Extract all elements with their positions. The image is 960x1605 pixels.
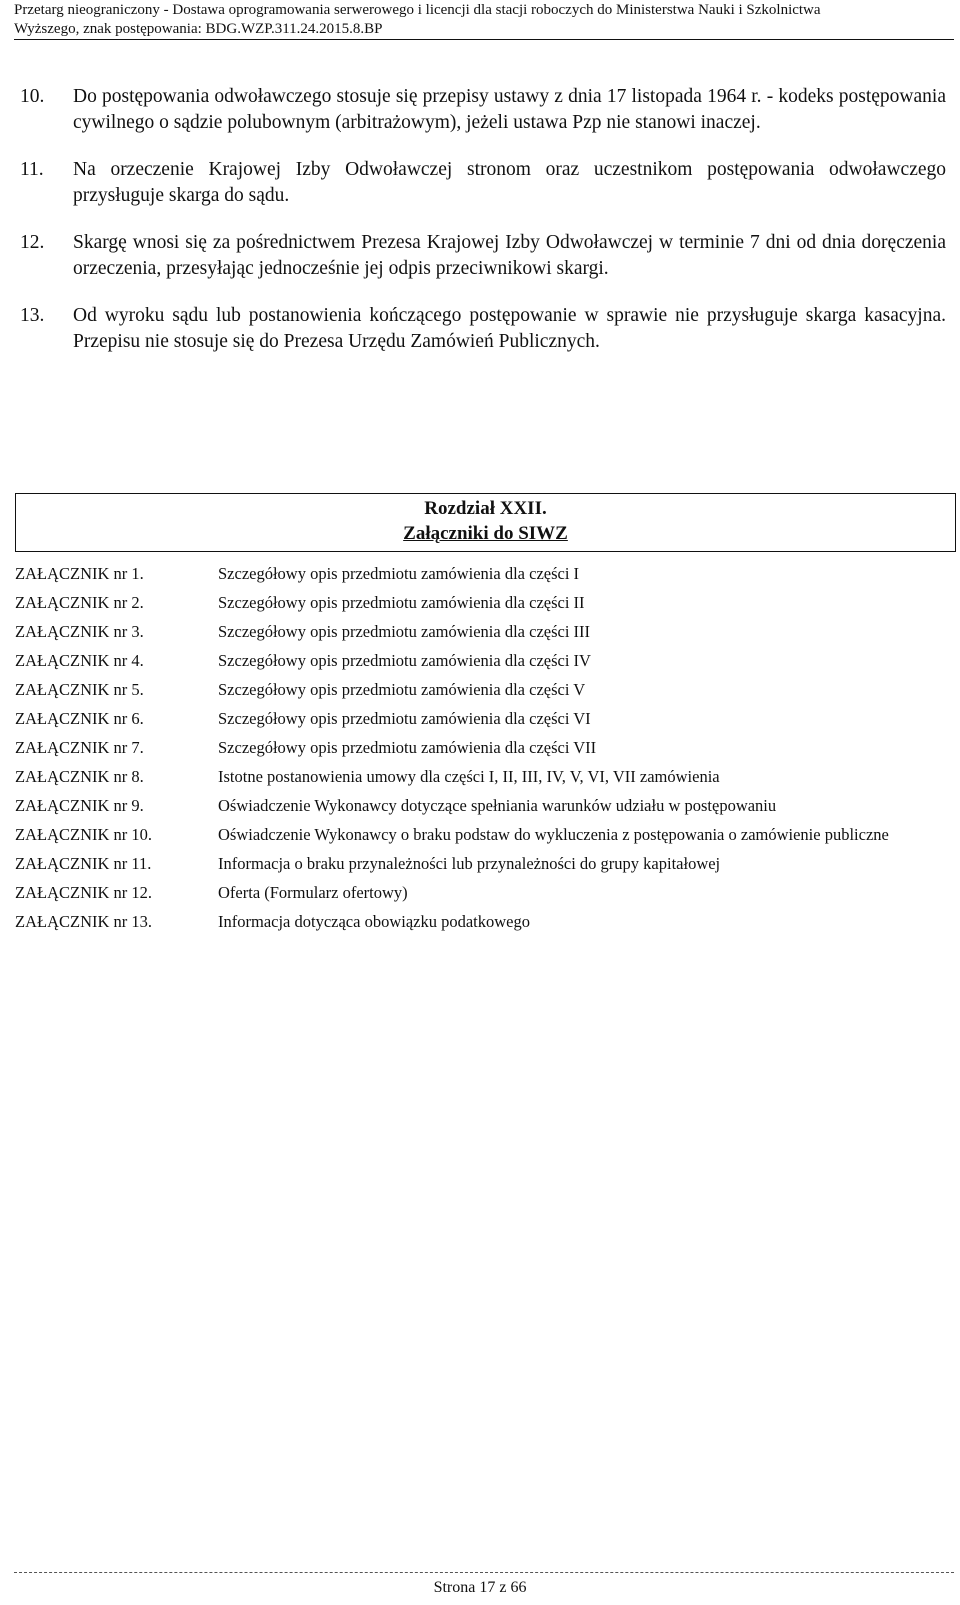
paragraph-11 bbox=[20, 157, 946, 209]
paragraph-number: 11. bbox=[20, 159, 44, 180]
annex-row bbox=[15, 911, 956, 932]
annex-label: ZAŁĄCZNIK nr 10. bbox=[15, 825, 153, 844]
annex-row bbox=[15, 563, 956, 584]
annex-label: ZAŁĄCZNIK nr 4. bbox=[15, 651, 144, 670]
annex-description: Oświadczenie Wykonawcy dotyczące spełniania warunków udziału w postępowaniu bbox=[218, 796, 777, 815]
paragraph-text: Na orzeczenie Krajowej Izby Odwoławczej stronom oraz uczestnikom postępowania odwoławczego przysługuje skarga do sądu. bbox=[73, 159, 946, 206]
annex-row bbox=[15, 795, 956, 816]
annex-label: ZAŁĄCZNIK nr 13. bbox=[15, 912, 153, 931]
annex-label: ZAŁĄCZNIK nr 6. bbox=[15, 709, 144, 728]
annex-description: Istotne postanowienia umowy dla części I, II, III, IV, V, VI, VII zamówienia bbox=[218, 767, 720, 786]
annex-row bbox=[15, 853, 956, 874]
annex-description: Informacja o braku przynależności lub przynależności do grupy kapitałowej bbox=[218, 854, 721, 873]
header-title-line2: Wyższego, znak postępowania: BDG.WZP.311.24.2015.8.BP bbox=[14, 21, 383, 37]
paragraph-13 bbox=[20, 303, 946, 355]
paragraph-text: Do postępowania odwoławczego stosuje się przepisy ustawy z dnia 17 listopada 1964 r. - kodeks postępowania cywilnego o sądzie polubownym (arbitrażowym), jeżeli ustawa Pzp nie stanowi inaczej. bbox=[73, 86, 946, 133]
paragraph-text: Skargę wnosi się za pośrednictwem Prezesa Krajowej Izby Odwoławczej w terminie 7 dni od dnia doręczenia orzeczenia, przesyłając jednocześnie jej odpis przeciwnikowi skargi. bbox=[73, 232, 946, 279]
header-divider bbox=[14, 39, 954, 40]
annex-label: ZAŁĄCZNIK nr 8. bbox=[15, 767, 144, 786]
annex-row bbox=[15, 882, 956, 903]
paragraph-list bbox=[20, 84, 946, 376]
annex-description: Szczegółowy opis przedmiotu zamówienia dla części III bbox=[218, 622, 591, 641]
page-number: Strona 17 z 66 bbox=[433, 1579, 527, 1596]
page-header bbox=[14, 1, 954, 39]
annex-row bbox=[15, 824, 956, 845]
annex-label: ZAŁĄCZNIK nr 2. bbox=[15, 593, 144, 612]
paragraph-number: 12. bbox=[20, 232, 45, 253]
annex-list bbox=[15, 563, 956, 940]
chapter-number: Rozdział XXII. bbox=[424, 498, 547, 519]
annex-description: Szczegółowy opis przedmiotu zamówienia dla części II bbox=[218, 593, 585, 612]
annex-label: ZAŁĄCZNIK nr 7. bbox=[15, 738, 144, 757]
annex-description: Szczegółowy opis przedmiotu zamówienia dla części IV bbox=[218, 651, 591, 670]
paragraph-number: 10. bbox=[20, 86, 45, 107]
annex-label: ZAŁĄCZNIK nr 5. bbox=[15, 680, 144, 699]
paragraph-12 bbox=[20, 230, 946, 282]
paragraph-10 bbox=[20, 84, 946, 136]
annex-row bbox=[15, 766, 956, 787]
annex-row bbox=[15, 621, 956, 642]
annex-label: ZAŁĄCZNIK nr 3. bbox=[15, 622, 144, 641]
annex-description: Szczegółowy opis przedmiotu zamówienia dla części I bbox=[218, 564, 580, 583]
annex-label: ZAŁĄCZNIK nr 11. bbox=[15, 854, 152, 873]
annex-label: ZAŁĄCZNIK nr 1. bbox=[15, 564, 144, 583]
annex-description: Szczegółowy opis przedmiotu zamówienia dla części VI bbox=[218, 709, 591, 728]
annex-label: ZAŁĄCZNIK nr 12. bbox=[15, 883, 153, 902]
annex-description: Szczegółowy opis przedmiotu zamówienia dla części V bbox=[218, 680, 586, 699]
annex-row bbox=[15, 708, 956, 729]
paragraph-number: 13. bbox=[20, 305, 45, 326]
annex-description: Szczegółowy opis przedmiotu zamówienia dla części VII bbox=[218, 738, 597, 757]
annex-label: ZAŁĄCZNIK nr 9. bbox=[15, 796, 144, 815]
footer-divider bbox=[14, 1572, 954, 1573]
annex-description: Oświadczenie Wykonawcy o braku podstaw do wykluczenia z postępowania o zamówienie publiczne bbox=[218, 825, 889, 844]
chapter-title: Załączniki do SIWZ bbox=[403, 523, 568, 544]
annex-row bbox=[15, 737, 956, 758]
header-title-line1: Przetarg nieograniczony - Dostawa oprogramowania serwerowego i licencji dla stacji roboczych do Ministerstwa Nauki i Szkolnictwa bbox=[14, 2, 821, 18]
annex-description: Informacja dotycząca obowiązku podatkowego bbox=[218, 912, 530, 931]
chapter-heading-box bbox=[15, 493, 956, 552]
annex-row bbox=[15, 650, 956, 671]
annex-description: Oferta (Formularz ofertowy) bbox=[218, 883, 408, 902]
paragraph-text: Od wyroku sądu lub postanowienia kończącego postępowanie w sprawie nie przysługuje skarga kasacyjna. Przepisu nie stosuje się do Prezesa Urzędu Zamówień Publicznych. bbox=[73, 305, 946, 352]
annex-row bbox=[15, 592, 956, 613]
annex-row bbox=[15, 679, 956, 700]
